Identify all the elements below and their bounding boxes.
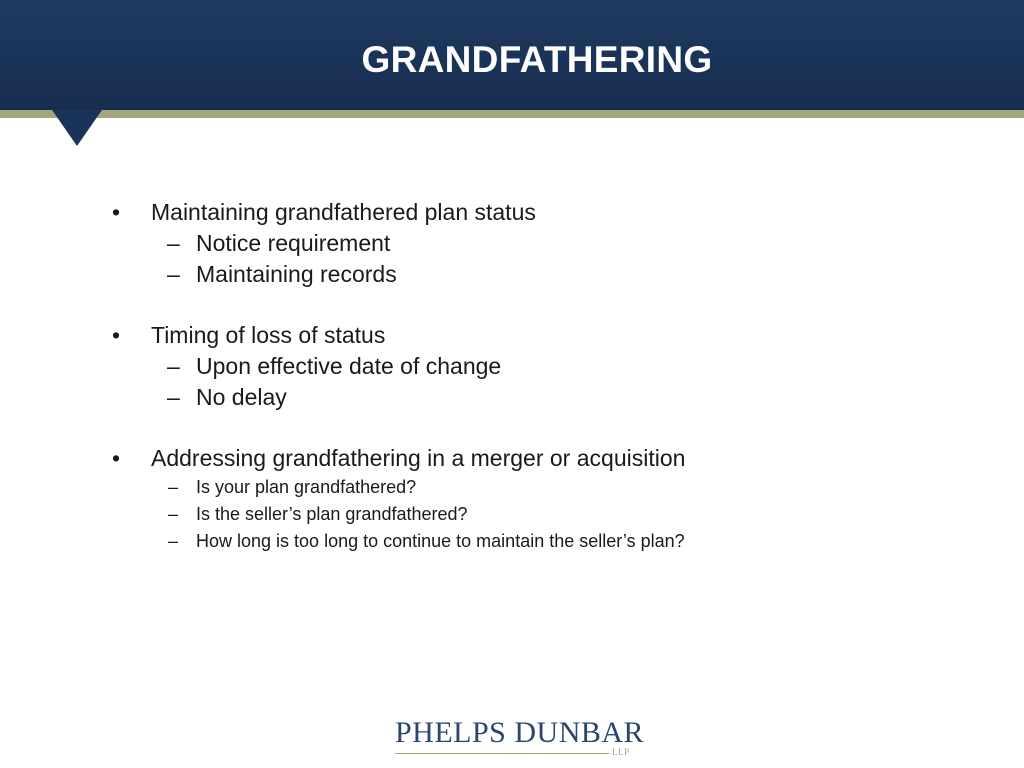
- sub-bullet-marker: –: [167, 261, 180, 287]
- bullet-marker: •: [112, 199, 121, 225]
- sub-bullet-item: Maintaining records: [196, 261, 397, 287]
- sub-bullet-item: Is the seller’s plan grandfathered?: [196, 504, 468, 524]
- slide-title: GRANDFATHERING: [361, 39, 713, 80]
- phelps-dunbar-logo: [395, 716, 645, 757]
- sub-bullet-item: Is your plan grandfathered?: [196, 477, 417, 497]
- logo-suffix: LLP: [612, 747, 630, 757]
- sub-bullet-marker: –: [167, 230, 180, 256]
- bullet-item: Addressing grandfathering in a merger or acquisition: [151, 445, 686, 471]
- sub-bullet-marker: –: [168, 531, 179, 551]
- sub-bullet-marker: –: [167, 353, 180, 379]
- bullet-item: Timing of loss of status: [151, 322, 386, 348]
- bullet-marker: •: [112, 445, 121, 471]
- bullet-item: Maintaining grandfathered plan status: [151, 199, 536, 225]
- logo-wordmark: PHELPS DUNBAR: [395, 716, 645, 749]
- sub-bullet-item: No delay: [196, 384, 287, 410]
- logo-underline: [395, 753, 609, 754]
- sub-bullet-marker: –: [168, 504, 179, 524]
- sub-bullet-item: Notice requirement: [196, 230, 391, 256]
- sub-bullet-marker: –: [167, 384, 180, 410]
- sub-bullet-item: Upon effective date of change: [196, 353, 502, 379]
- bullet-marker: •: [112, 322, 121, 348]
- sub-bullet-marker: –: [168, 477, 179, 497]
- sub-bullet-item: How long is too long to continue to maintain the seller’s plan?: [196, 531, 685, 551]
